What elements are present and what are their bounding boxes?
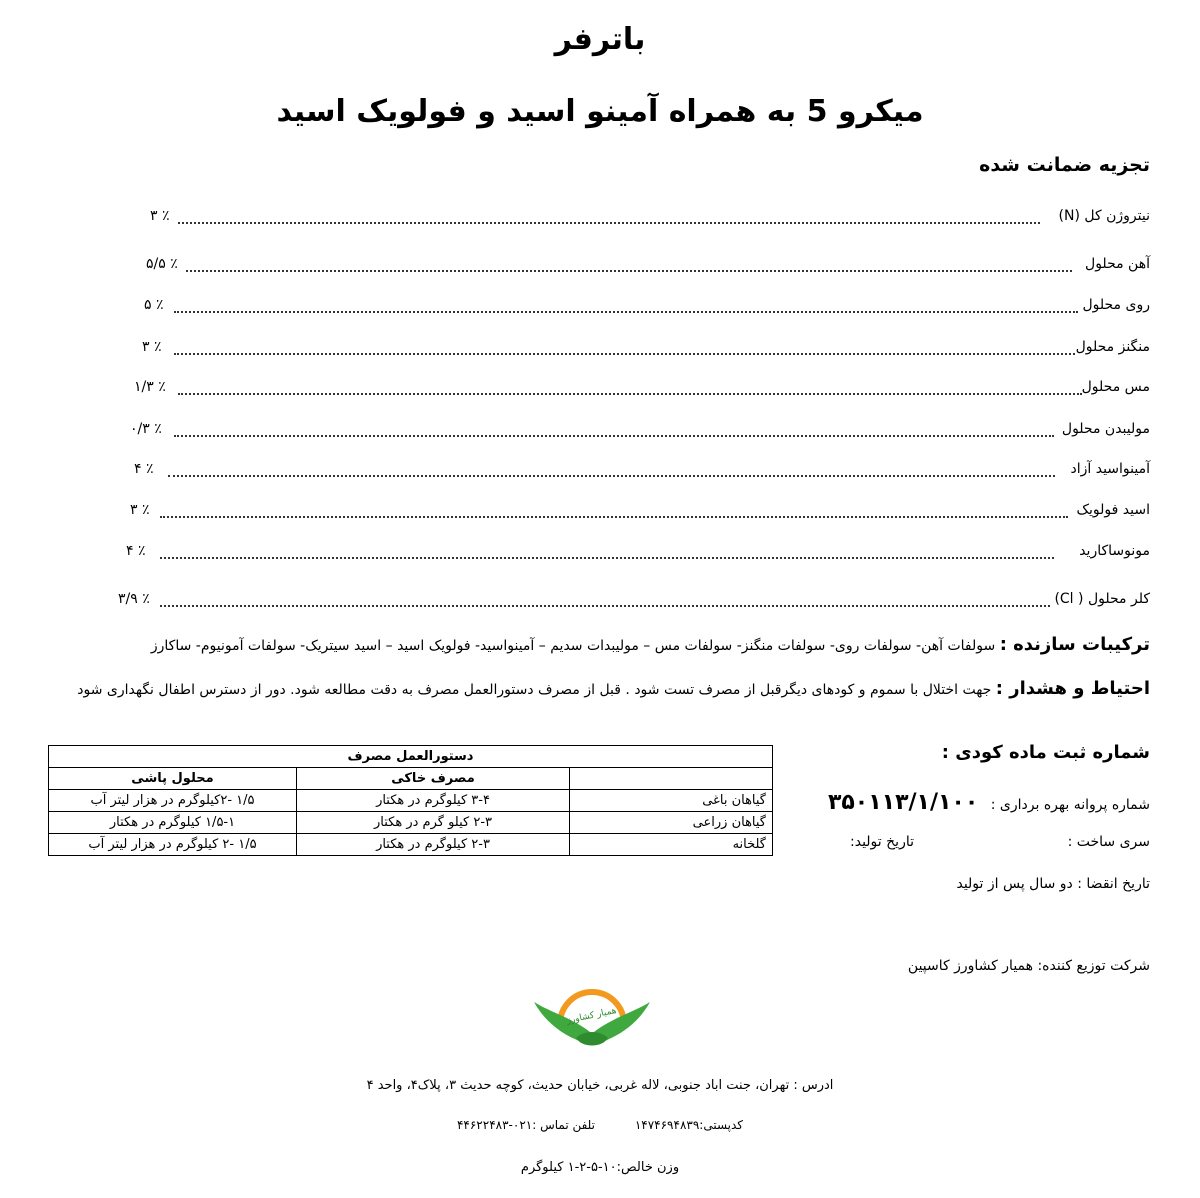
caution-text: جهت اختلال با سموم و کودهای دیگرقبل از مصرف تست شود . قبل از مصرف دستورالعمل مصرف به دقت مطالعه شود. دور از دسترس اطفال نگهداری شود <box>77 682 992 698</box>
analysis-label: مولیبدن محلول <box>1061 421 1150 437</box>
logo-text: همیار کشاورز <box>565 1005 618 1027</box>
analysis-label: نیتروژن کل (N) <box>1058 208 1150 224</box>
analysis-row <box>0 591 1200 615</box>
crop-cell: گیاهان زراعی <box>570 812 773 834</box>
analysis-value: ٪ ۴ <box>126 543 146 559</box>
analysis-row <box>0 502 1200 526</box>
production-date-label: تاریخ تولید: <box>850 834 914 850</box>
license-label: شماره پروانه بهره برداری : <box>990 797 1150 813</box>
analysis-value: ٪ ۳ <box>142 339 162 355</box>
table-row <box>49 790 773 812</box>
analysis-label: اسید فولویک <box>1076 502 1150 518</box>
leader-dots <box>174 353 1078 355</box>
analysis-value: ٪ ۳ <box>150 208 170 224</box>
caution-label: احتیاط و هشدار : <box>995 678 1150 699</box>
soil-cell: ۲-۳ کیلو گرم در هکتار <box>297 812 570 834</box>
ingredients-paragraph <box>70 634 1150 657</box>
address-line: ادرس : تهران، جنت اباد جنوبی، لاله غربی، خیابان حدیث، کوچه حدیث ۳، پلاک۴، واحد ۴ <box>366 1078 834 1093</box>
column-header-spray: محلول پاشی <box>49 768 297 790</box>
brand-title: باترفر <box>554 22 646 57</box>
usage-table-header-row <box>49 768 773 790</box>
analysis-row <box>0 379 1200 403</box>
ingredients-label: ترکیبات سازنده : <box>999 634 1150 655</box>
soil-cell: ۲-۳ کیلوگرم در هکتار <box>297 834 570 856</box>
contact-line <box>0 1118 1200 1132</box>
analysis-value: ٪ ۰/۳ <box>130 421 162 437</box>
caution-paragraph <box>60 678 1150 701</box>
analysis-label: آمینواسید آزاد <box>1070 461 1150 477</box>
leader-dots <box>174 311 1078 313</box>
spray-cell: ۱/۵ -۲ کیلوگرم در هزار لیتر آب <box>49 834 297 856</box>
analysis-row <box>0 208 1200 232</box>
leader-dots <box>160 605 1050 607</box>
phone-number: تلفن تماس :۰۲۱-۴۴۶۲۲۴۸۳ <box>456 1118 595 1132</box>
company-logo <box>532 988 652 1058</box>
crop-cell: گلخانه <box>570 834 773 856</box>
distributor-line: شرکت توزیع کننده: همیار کشاورز کاسپین <box>907 958 1150 974</box>
analysis-value: ٪ ۵ <box>144 297 164 313</box>
table-row <box>49 834 773 856</box>
leader-dots <box>160 557 1054 559</box>
license-line <box>828 790 1150 815</box>
analysis-label: آهن محلول <box>1085 256 1150 272</box>
usage-table <box>48 745 773 856</box>
leader-dots <box>178 222 1040 224</box>
analysis-label: کلر محلول ( Cl) <box>1054 591 1150 607</box>
column-header-crop <box>570 768 773 790</box>
leader-dots <box>178 393 1082 395</box>
usage-table-title-row <box>49 746 773 768</box>
analysis-row <box>0 256 1200 280</box>
license-number: ۳۵۰۱۱۳/۱/۱۰۰ <box>827 790 979 815</box>
spray-cell: ۱/۵ -۲کیلوگرم در هزار لیتر آب <box>49 790 297 812</box>
analysis-row <box>0 421 1200 445</box>
analysis-row <box>0 461 1200 485</box>
analysis-label: مس محلول <box>1081 379 1150 395</box>
soil-cell: ۳-۴ کیلوگرم در هکتار <box>297 790 570 812</box>
product-title: میکرو 5 به همراه آمینو اسید و فولویک اسید <box>276 94 924 129</box>
analysis-row <box>0 339 1200 363</box>
analysis-label: روی محلول <box>1082 297 1150 313</box>
analysis-value: ٪ ۴ <box>134 461 154 477</box>
analysis-value: ٪ ۳ <box>130 502 150 518</box>
leader-dots <box>168 475 1055 477</box>
analysis-value: ٪ ۳/۹ <box>118 591 150 607</box>
postal-code: کدپستی:۱۴۷۴۶۹۴۸۳۹ <box>634 1118 744 1132</box>
leader-dots <box>186 270 1072 272</box>
column-header-soil: مصرف خاکی <box>297 768 570 790</box>
crop-cell: گیاهان باغی <box>570 790 773 812</box>
usage-table-title: دستورالعمل مصرف <box>49 746 773 768</box>
serial-label: سری ساخت : <box>1067 834 1150 850</box>
analysis-row <box>0 543 1200 567</box>
analysis-value: ٪ ۵/۵ <box>146 256 178 272</box>
analysis-row <box>0 297 1200 321</box>
ingredients-text: سولفات آهن- سولفات روی- سولفات منگنز- سولفات مس – مولیبدات سدیم – آمینواسید- فولویک اسید – اسید سیتریک- سولفات آمونیوم- ساکارز <box>150 638 996 654</box>
expiry-line: تاریخ انقضا : دو سال پس از تولید <box>956 876 1150 892</box>
table-row <box>49 812 773 834</box>
analysis-label: مونوساکارید <box>1079 543 1150 559</box>
analysis-label: منگنز محلول <box>1075 339 1150 355</box>
net-weight: وزن خالص:۱۰-۵-۲-۱ کیلوگرم <box>520 1160 680 1175</box>
leader-dots <box>174 435 1054 437</box>
spray-cell: ۱/۵-۱ کیلوگرم در هکتار <box>49 812 297 834</box>
registration-title: شماره ثبت ماده کودی : <box>941 742 1150 763</box>
leader-dots <box>160 516 1068 518</box>
serial-line <box>850 834 1150 850</box>
analysis-heading: تجزیه ضمانت شده <box>979 154 1150 176</box>
analysis-value: ٪ ۱/۳ <box>134 379 166 395</box>
